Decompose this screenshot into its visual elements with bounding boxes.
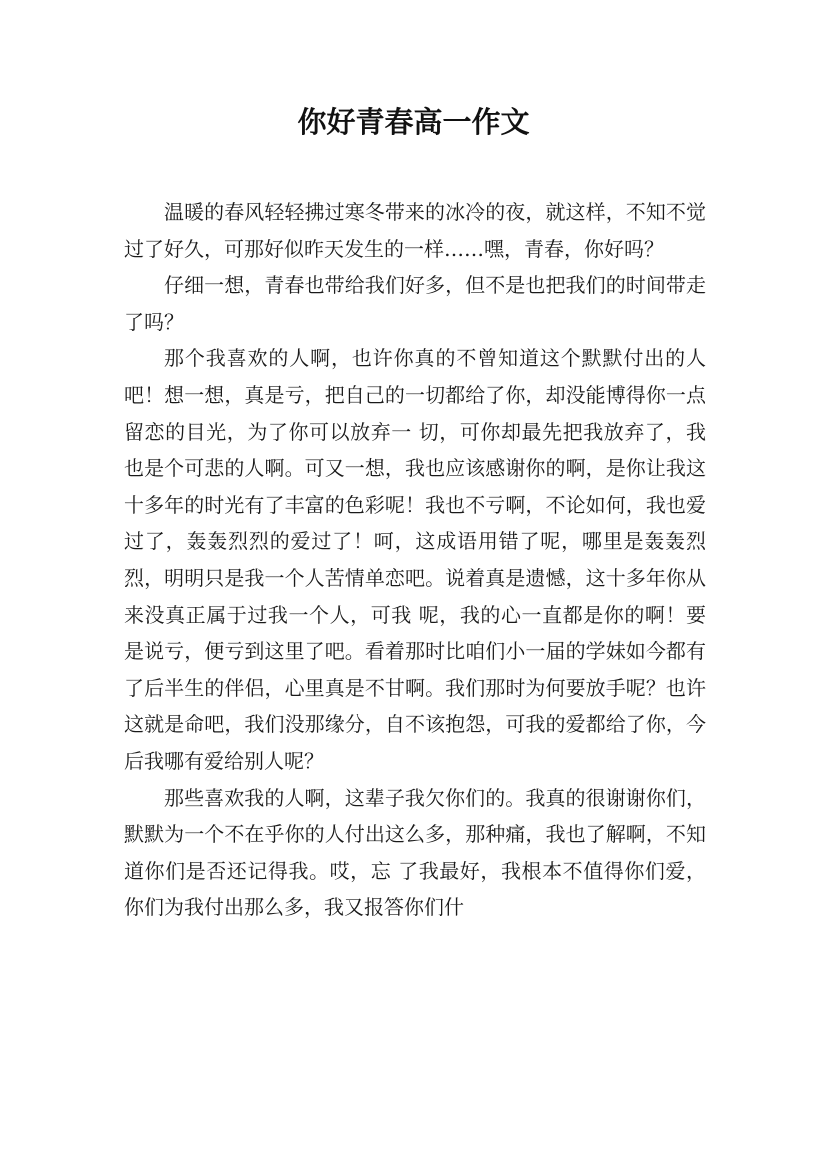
document-title: 你好青春高一作文 bbox=[297, 105, 530, 139]
document-body bbox=[124, 194, 706, 926]
paragraph-2: 仔细一想，青春也带给我们好多，但不是也把我们的时间带走了吗？ bbox=[124, 273, 706, 334]
paragraph-4: 那些喜欢我的人啊，这辈子我欠你们的。我真的很谢谢你们，默默为一个不在乎你的人付出这么多，那种痛，我也了解啊，不知道你们是否还记得我。哎，忘 了我最好，我根本不值得你们爱，你们为我付出那么多，我又报答你们什 bbox=[124, 785, 706, 920]
paragraph-3: 那个我喜欢的人啊，也许你真的不曾知道这个默默付出的人吧！想一想，真是亏，把自己的一切都给了你，却没能博得你一点留恋的目光，为了你可以放弃一 切，可你却最先把我放弃了，我也是个可悲的人啊。可又一想，我也应该感谢你的啊，是你让我这十多年的时光有了丰富的色彩呢！我也不亏啊，不论如何，我也爱 过了，轰轰烈烈的爱过了！呵，这成语用错了呢，哪里是轰轰烈烈，明明只是我一个人苦情单恋吧。说着真是遗憾，这十多年你从来没真正属于过我一个人，可我 呢，我的心一直都是你的啊！要是说亏，便亏到这里了吧。看着那时比咱们小一届的学妹如今都有了后半生的伴侣，心里真是不甘啊。我们那时为何要放手呢？也许 这就是命吧，我们没那缘分，自不该抱怨，可我的爱都给了你，今后我哪有爱给别人呢？ bbox=[124, 346, 706, 773]
paragraph-1: 温暖的春风轻轻拂过寒冬带来的冰冷的夜，就这样，不知不觉过了好久，可那好似昨天发生的一样……嘿，青春，你好吗？ bbox=[124, 200, 706, 261]
